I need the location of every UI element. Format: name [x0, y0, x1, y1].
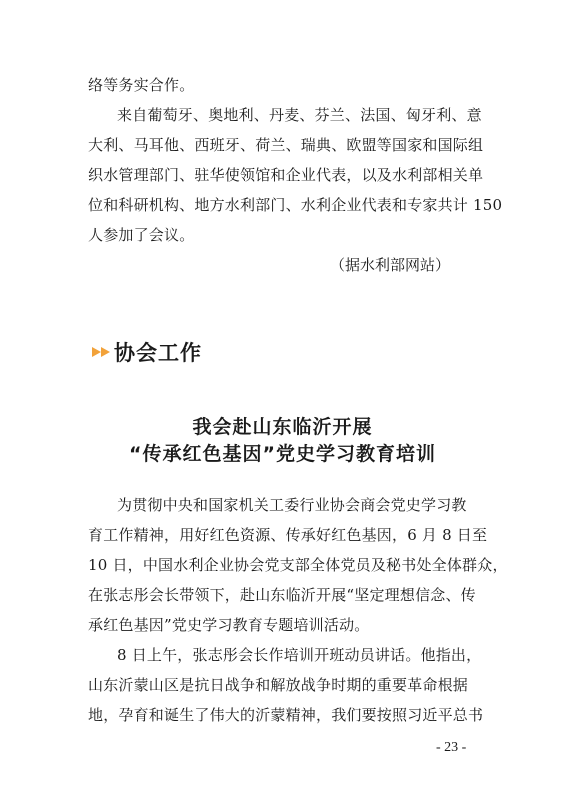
paragraph-line: 10 日，中国水利企业协会党支部全体党员及秘书处全体群众， [88, 556, 508, 574]
page-number: - 23 - [436, 740, 467, 755]
paragraph-line: 山东沂蒙山区是抗日战争和解放战争时期的重要革命根据 [88, 676, 469, 694]
double-arrow-icon [92, 347, 110, 357]
paragraph-line: 育工作精神，用好红色资源、传承好红色基因，6 月 8 日至 [88, 526, 488, 544]
section-heading [92, 338, 202, 366]
paragraph-line: 织水管理部门、驻华使领馆和企业代表，以及水利部相关单 [88, 166, 484, 184]
paragraph-line: 承红色基因”党史学习教育专题培训活动。 [88, 616, 370, 634]
paragraph-line: 大利、马耳他、西班牙、荷兰、瑞典、欧盟等国家和国际组 [88, 136, 484, 154]
paragraph-line: 络等务实合作。 [88, 76, 195, 94]
paragraph-line: 为贯彻中央和国家机关工委行业协会商会党史学习教 [117, 496, 467, 514]
paragraph-line: 位和科研机构、地方水利部门、水利企业代表和专家共计 150 [88, 196, 503, 214]
paragraph-line: 人参加了会议。 [88, 226, 195, 244]
article-title-line2: “传承红色基因”党史学习教育培训 [129, 443, 436, 465]
source-note: （据水利部网站） [330, 256, 451, 274]
paragraph-line: 在张志彤会长带领下，赴山东临沂开展“坚定理想信念、传 [88, 586, 476, 604]
paragraph-line: 8 日上午，张志彤会长作培训开班动员讲话。他指出， [117, 646, 482, 664]
paragraph-line: 来自葡萄牙、奥地利、丹麦、芬兰、法国、匈牙利、意 [117, 106, 482, 124]
section-label: 协会工作 [114, 341, 202, 365]
paragraph-line: 地，孕育和诞生了伟大的沂蒙精神，我们要按照习近平总书 [88, 706, 484, 724]
article-title-line1: 我会赴山东临沂开展 [192, 416, 373, 438]
